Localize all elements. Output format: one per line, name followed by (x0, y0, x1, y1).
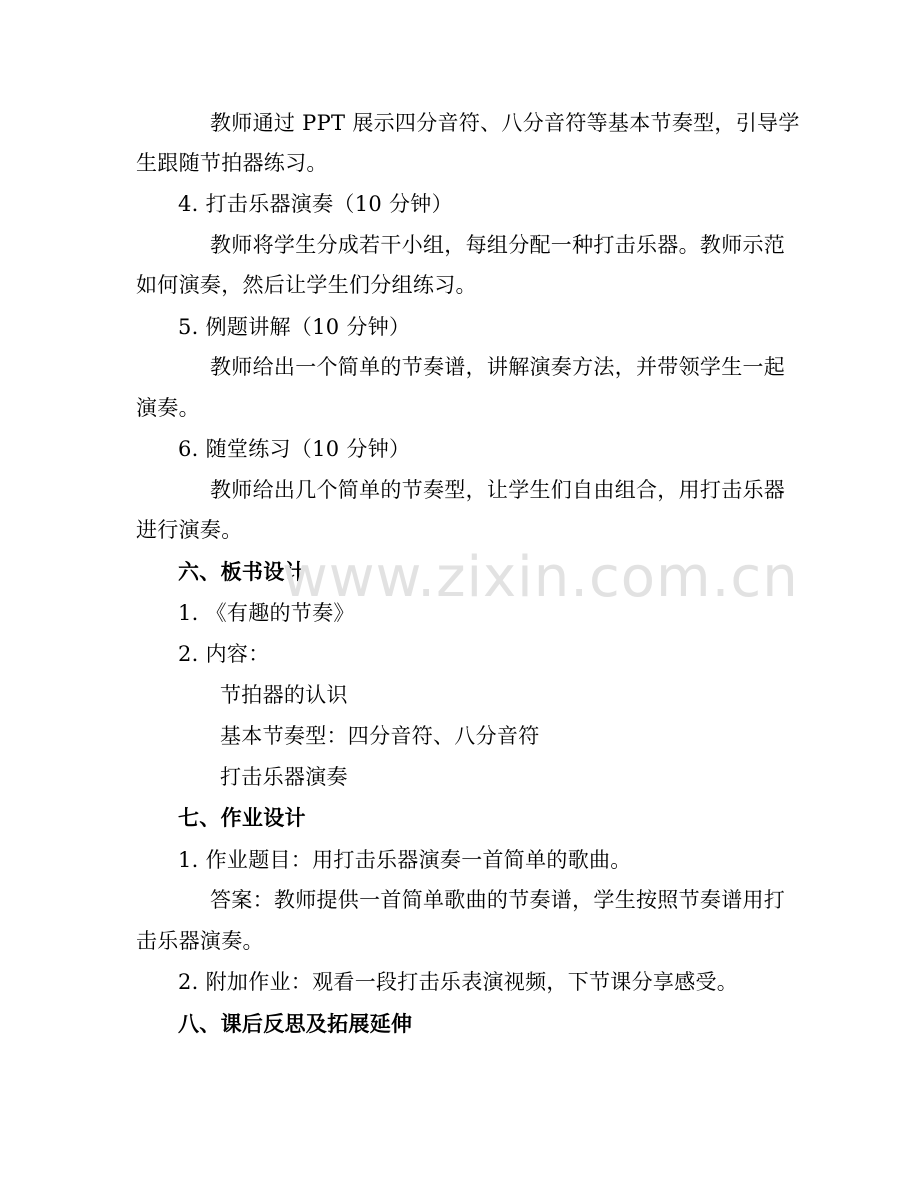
watermark: www.zixin.com.cn (282, 545, 799, 610)
step-5-text-line-2: 演奏。 (136, 396, 200, 420)
step-6-heading: 6. 随堂练习（10 分钟） (178, 437, 411, 461)
step-5-heading: 5. 例题讲解（10 分钟） (178, 315, 411, 339)
homework-answer-line-1: 答案：教师提供一首简单歌曲的节奏谱，学生按照节奏谱用打 (210, 888, 786, 912)
paragraph-rhythm-line-2: 生跟随节拍器练习。 (136, 151, 328, 175)
board-item-2: 2. 内容： (178, 642, 270, 666)
board-content-3: 打击乐器演奏 (220, 765, 348, 789)
step-6-text-line-2: 进行演奏。 (136, 518, 243, 542)
section-6-heading: 六、板书设计 (178, 559, 306, 584)
homework-item-2: 2. 附加作业：观看一段打击乐表演视频，下节课分享感受。 (178, 970, 739, 994)
step-4-text-line-2: 如何演奏，然后让学生们分组练习。 (136, 273, 477, 297)
board-item-1: 1. 《有趣的节奏》 (178, 601, 355, 625)
paragraph-rhythm-line-1: 教师通过 PPT 展示四分音符、八分音符等基本节奏型，引导学 (210, 111, 800, 135)
section-8-heading: 八、课后反思及拓展延伸 (178, 1011, 413, 1036)
homework-answer-line-2: 击乐器演奏。 (136, 929, 264, 953)
step-4-heading: 4. 打击乐器演奏（10 分钟） (178, 192, 453, 216)
section-7-heading: 七、作业设计 (178, 805, 306, 830)
board-content-2: 基本节奏型：四分音符、八分音符 (220, 724, 540, 748)
step-5-text-line-1: 教师给出一个简单的节奏谱，讲解演奏方法，并带领学生一起 (210, 355, 786, 379)
step-6-text-line-1: 教师给出几个简单的节奏型，让学生们自由组合，用打击乐器 (210, 478, 786, 502)
homework-item-1: 1. 作业题目：用打击乐器演奏一首简单的歌曲。 (178, 848, 632, 872)
board-content-1: 节拍器的认识 (220, 683, 348, 707)
step-4-text-line-1: 教师将学生分成若干小组，每组分配一种打击乐器。教师示范 (210, 233, 786, 257)
